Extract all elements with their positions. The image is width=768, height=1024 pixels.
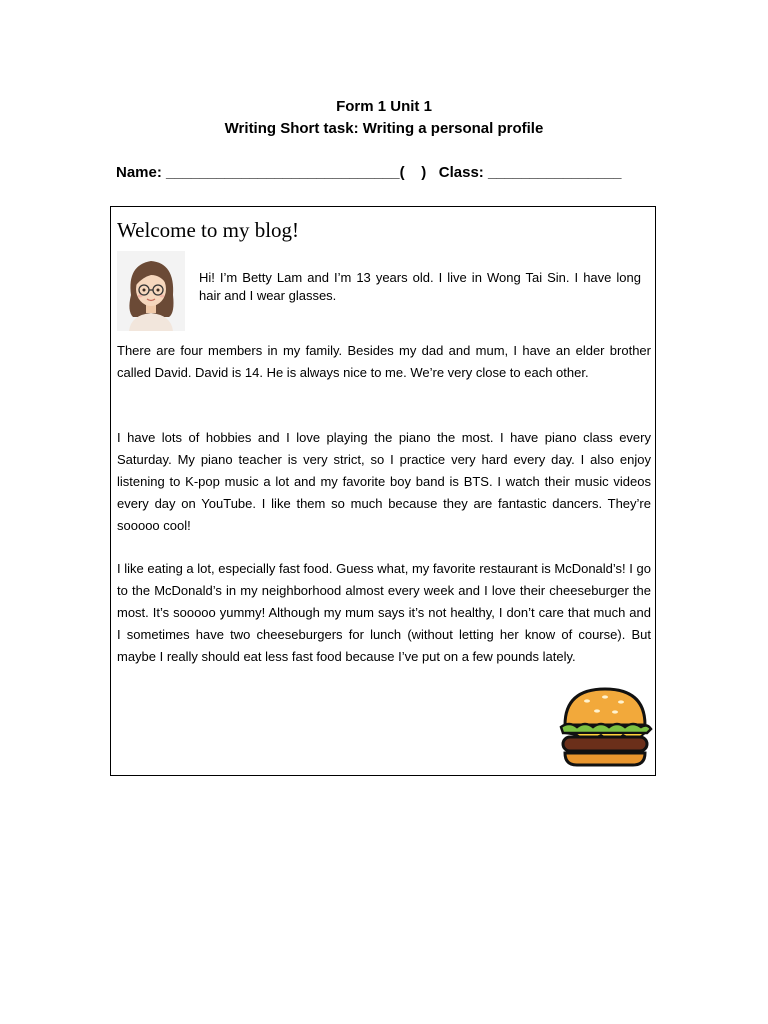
worksheet-unit-title: Form 1 Unit 1 <box>336 98 432 115</box>
blog-title: Welcome to my blog! <box>117 218 300 242</box>
food-paragraph: I like eating a lot, especially fast food. Guess what, my favorite restaurant is McDonald’s! I go to the McDonald’s in my neighborhood almost every week and I love their cheeseburger the most. It’s sooooo yummy! Although my mum says it’s not healthy, I don’t care that much and I sometimes have two cheeseburgers for lunch (without letting her know of course). But maybe I really should eat less fast food because I’ve put on a few pounds lately. <box>117 561 651 664</box>
cheeseburger-icon <box>557 685 653 769</box>
name-class-line: Name: ____________________________( ) Class: ________________ <box>116 164 622 181</box>
intro-text: Hi! I’m Betty Lam and I’m 13 years old. I live in Wong Tai Sin. I have long hair and I wear glasses. <box>199 270 641 303</box>
avatar-icon <box>117 251 185 331</box>
blog-profile-box <box>110 206 656 776</box>
family-paragraph: There are four members in my family. Besides my dad and mum, I have an elder brother called David. David is 14. He is always nice to me. We’re very close to each other. <box>117 343 651 380</box>
girl-with-glasses-avatar <box>117 251 185 331</box>
worksheet-task-title: Writing Short task: Writing a personal profile <box>224 120 544 137</box>
burger-icon <box>557 685 653 769</box>
hobbies-paragraph: I have lots of hobbies and I love playing the piano the most. I have piano class every Saturday. My piano teacher is very strict, so I practice very hard every day. I also enjoy listening to K-pop music a lot and my favorite boy band is BTS. I watch their music videos every day on YouTube. I like them so much because they are fantastic dancers. They’re sooooo cool! <box>117 430 651 533</box>
